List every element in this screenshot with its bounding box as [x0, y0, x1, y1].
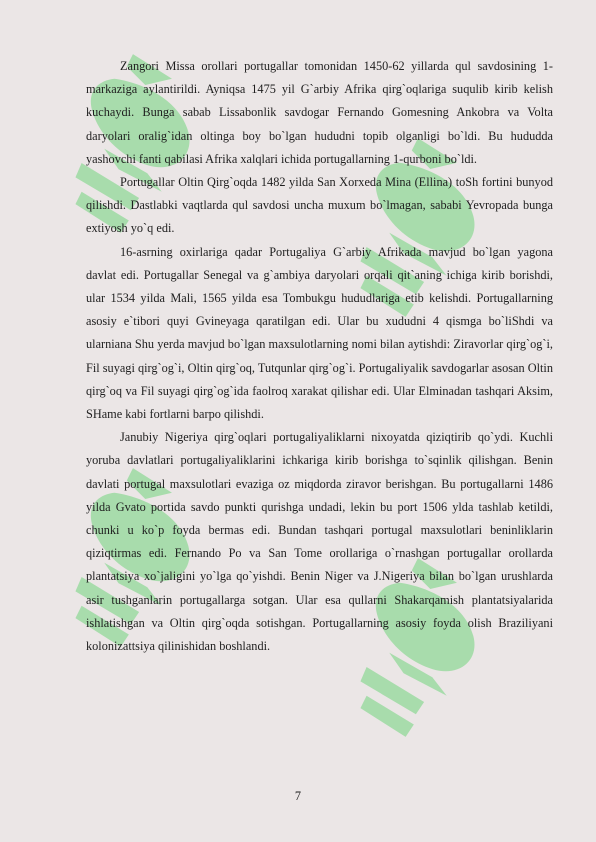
- paragraph-4: Janubiy Nigeriya qirg`oqlari portugaliyaliklarni nixoyatda qiziqtirib qo`ydi. Kuchli yoruba davlatlari portugaliyaliklarini ichkariga kirib borishga to`sqinlik qilishgan. Benin davlati portugal maxsulotlari evaziga oz miqdorda ziravor berishgan. Bu portugallarni 1486 yilda Gvato portida savdo punkti qurishga undadi, lekin bu port 1506 ylda tashlab ketildi, chunki u ko`p foyda bermas edi. Bundan tashqari portugal maxsulotlari beninliklarin qiziqtirmas edi. Fernando Po va San Tome orollariga o`rnashgan portugallar orollarda plantatsiya xo`jaligini yo`lga qo`yishdi. Benin Niger va J.Nigeriya bilan bo`lgan urushlarda asir tushganlarin portugallarga sotgan. Ular esa qullarni Shakarqamish plantatsiyalarida ishlatishgan va Oltin qirg`oqda sotishgan. Portugallarning asosiy foyda olish Braziliyani kolonizattsiya qilinishidan boshlandi.: [86, 430, 553, 654]
- page-number: 7: [294, 789, 302, 803]
- document-body: [86, 55, 553, 658]
- paragraph-2: Portugallar Oltin Qirg`oqda 1482 yilda San Xorxeda Mina (Ellina) toSh fortini bunyod qilishdi. Dastlabki vaqtlarda qul savdosi uncha muxum bo`lmagan, sababi Yevropada bunga extiyosh yo`q edi.: [86, 175, 553, 236]
- paragraph-3: 16-asrning oxirlariga qadar Portugaliya G`arbiy Afrikada mavjud bo`lgan yagona davlat edi. Portugallar Senegal va g`ambiya daryolari orqali qit`aning ichiga kirib borishdi, ular 1534 yilda Mali, 1565 yilda esa Tombukgu hududlariga etib kelishdi. Portugallarning asosiy e`tibori quyi Gvineyaga qaratilgan edi. Ular bu xududni 4 qismga bo`liShdi va ularniana Shu yerda mavjud bo`lgan maxsulotlarning nomi bilan aytishdi: Ziravorlar qirg`og`i, Fil suyagi qirg`og`i, Oltin qirg`oq, Tutqunlar qirg`og`i. Portugaliyalik savdogarlar asosan Oltin qirg`oq va Fil suyagi qirg`og`ida faolroq xarakat qilishar edi. Ular Elminadan tashqari Aksim, SHame kabi fortlarni barpo qilishdi.: [86, 244, 553, 422]
- paragraph-1: Zangori Missa orollari portugallar tomonidan 1450-62 yillarda qul savdosining 1-markaziga aylantirildi. Ayniqsa 1475 yil G`arbiy Afrika qirg`oqlariga suqulib kirib kelish kuchaydi. Bunga sabab Lissabonlik savdogar Fernando Gomesning Ankobra va Volta daryolari oralig`idan oltinga boy bo`lgan hududni topib olganligi bo`ldi. Bu hududda yashovchi fanti qabilasi Afrika xalqlari ichida portugallarning 1-qurboni bo`ldi.: [86, 59, 553, 166]
